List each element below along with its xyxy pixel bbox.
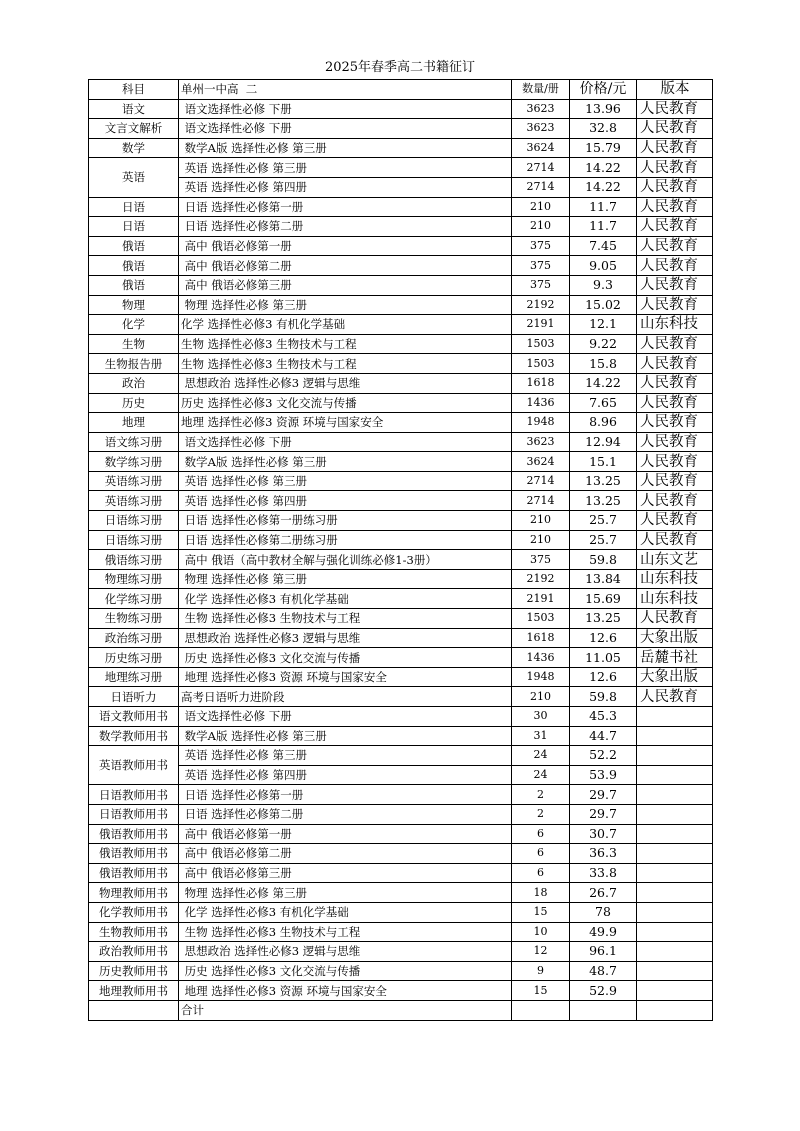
table-row (89, 315, 713, 335)
price-cell: 29.7 (570, 785, 637, 805)
table-row (89, 177, 713, 197)
table-row (89, 354, 713, 374)
total-row (89, 1000, 713, 1020)
price-cell: 49.9 (570, 922, 637, 942)
price-cell: 12.6 (570, 667, 637, 687)
publisher-cell (637, 785, 713, 805)
publisher-cell: 人民教育 (637, 197, 713, 217)
quantity-cell: 10 (512, 922, 570, 942)
subject-cell: 地理 (89, 413, 179, 433)
table-row (89, 785, 713, 805)
subject-cell: 历史 (89, 393, 179, 413)
book-name-cell: 语文选择性必修 下册 (179, 432, 512, 452)
publisher-cell (637, 942, 713, 962)
table-row (89, 589, 713, 609)
book-name-cell: 英语 选择性必修 第四册 (179, 177, 512, 197)
book-name-cell: 地理 选择性必修3 资源 环境与国家安全 (179, 413, 512, 433)
subject-cell: 数学 (89, 138, 179, 158)
book-name-cell: 日语 选择性必修第一册 (179, 785, 512, 805)
table-row (89, 569, 713, 589)
price-cell: 59.8 (570, 687, 637, 707)
table-row (89, 765, 713, 785)
price-cell: 9.05 (570, 256, 637, 276)
subject-cell: 生物 (89, 334, 179, 354)
book-name-cell: 生物 选择性必修3 生物技术与工程 (179, 922, 512, 942)
subject-cell: 英语 (89, 158, 179, 197)
quantity-cell: 210 (512, 217, 570, 237)
quantity-cell: 3623 (512, 119, 570, 139)
book-name-cell: 高考日语听力进阶段 (179, 687, 512, 707)
subject-cell: 英语教师用书 (89, 746, 179, 785)
book-name-cell: 英语 选择性必修 第四册 (179, 765, 512, 785)
table-row (89, 824, 713, 844)
quantity-cell: 3624 (512, 452, 570, 472)
total-label: 合计 (179, 1000, 512, 1020)
book-name-cell: 高中 俄语必修第三册 (179, 275, 512, 295)
publisher-cell: 人民教育 (637, 119, 713, 139)
book-order-table (88, 79, 713, 1021)
quantity-cell: 2714 (512, 158, 570, 178)
book-name-cell: 化学 选择性必修3 有机化学基础 (179, 589, 512, 609)
subject-cell: 英语练习册 (89, 471, 179, 491)
quantity-cell: 210 (512, 687, 570, 707)
header-edition: 版本 (637, 80, 713, 100)
total-subject-cell (89, 1000, 179, 1020)
header-subject: 科目 (89, 80, 179, 100)
price-cell: 15.8 (570, 354, 637, 374)
table-row (89, 491, 713, 511)
table-row (89, 804, 713, 824)
quantity-cell: 6 (512, 863, 570, 883)
price-cell: 14.22 (570, 158, 637, 178)
subject-cell: 化学 (89, 315, 179, 335)
publisher-cell (637, 883, 713, 903)
price-cell: 12.1 (570, 315, 637, 335)
quantity-cell: 1948 (512, 667, 570, 687)
subject-cell: 日语教师用书 (89, 804, 179, 824)
quantity-cell: 2 (512, 804, 570, 824)
publisher-cell (637, 726, 713, 746)
publisher-cell: 大象出版 (637, 667, 713, 687)
header-row (89, 80, 713, 100)
publisher-cell: 人民教育 (637, 295, 713, 315)
subject-cell: 政治练习册 (89, 628, 179, 648)
publisher-cell: 人民教育 (637, 511, 713, 531)
book-name-cell: 生物 选择性必修3 生物技术与工程 (179, 334, 512, 354)
book-name-cell: 英语 选择性必修 第三册 (179, 158, 512, 178)
document-title: 2025年春季高二书籍征订 (324, 60, 476, 75)
quantity-cell: 210 (512, 511, 570, 531)
table-row (89, 609, 713, 629)
subject-cell: 地理练习册 (89, 667, 179, 687)
total-price-cell (570, 1000, 637, 1020)
price-cell: 96.1 (570, 942, 637, 962)
subject-cell: 生物教师用书 (89, 922, 179, 942)
price-cell: 7.45 (570, 236, 637, 256)
subject-cell: 日语练习册 (89, 530, 179, 550)
table-row (89, 961, 713, 981)
table-row (89, 158, 713, 178)
price-cell: 53.9 (570, 765, 637, 785)
quantity-cell: 210 (512, 197, 570, 217)
subject-cell: 俄语教师用书 (89, 863, 179, 883)
publisher-cell (637, 707, 713, 727)
table-row (89, 902, 713, 922)
quantity-cell: 6 (512, 824, 570, 844)
publisher-cell: 山东科技 (637, 315, 713, 335)
book-name-cell: 思想政治 选择性必修3 逻辑与思维 (179, 373, 512, 393)
subject-cell: 俄语 (89, 256, 179, 276)
subject-cell: 历史练习册 (89, 648, 179, 668)
price-cell: 13.84 (570, 569, 637, 589)
table-row (89, 746, 713, 766)
subject-cell: 物理教师用书 (89, 883, 179, 903)
quantity-cell: 210 (512, 530, 570, 550)
book-name-cell: 高中 俄语必修第二册 (179, 844, 512, 864)
quantity-cell: 1503 (512, 334, 570, 354)
publisher-cell: 山东科技 (637, 569, 713, 589)
quantity-cell: 1618 (512, 628, 570, 648)
quantity-cell: 1436 (512, 393, 570, 413)
price-cell: 45.3 (570, 707, 637, 727)
quantity-cell: 12 (512, 942, 570, 962)
book-name-cell: 生物 选择性必修3 生物技术与工程 (179, 609, 512, 629)
publisher-cell: 大象出版 (637, 628, 713, 648)
subject-cell: 化学教师用书 (89, 902, 179, 922)
price-cell: 59.8 (570, 550, 637, 570)
book-name-cell: 高中 俄语（高中教材全解与强化训练必修1-3册） (179, 550, 512, 570)
table-row (89, 393, 713, 413)
subject-cell: 文言文解析 (89, 119, 179, 139)
table-row (89, 530, 713, 550)
quantity-cell: 1948 (512, 413, 570, 433)
table-row (89, 275, 713, 295)
price-cell: 13.25 (570, 471, 637, 491)
publisher-cell: 人民教育 (637, 138, 713, 158)
publisher-cell (637, 961, 713, 981)
publisher-cell (637, 824, 713, 844)
subject-cell: 俄语教师用书 (89, 824, 179, 844)
quantity-cell: 375 (512, 550, 570, 570)
subject-cell: 生物练习册 (89, 609, 179, 629)
price-cell: 48.7 (570, 961, 637, 981)
publisher-cell: 山东科技 (637, 589, 713, 609)
table-row (89, 707, 713, 727)
table-row (89, 648, 713, 668)
book-name-cell: 数学A版 选择性必修 第三册 (179, 726, 512, 746)
book-name-cell: 历史 选择性必修3 文化交流与传播 (179, 961, 512, 981)
price-cell: 8.96 (570, 413, 637, 433)
price-cell: 33.8 (570, 863, 637, 883)
book-name-cell: 化学 选择性必修3 有机化学基础 (179, 315, 512, 335)
book-name-cell: 思想政治 选择性必修3 逻辑与思维 (179, 942, 512, 962)
quantity-cell: 31 (512, 726, 570, 746)
book-name-cell: 物理 选择性必修 第三册 (179, 569, 512, 589)
publisher-cell: 人民教育 (637, 373, 713, 393)
subject-cell: 日语 (89, 217, 179, 237)
price-cell: 15.79 (570, 138, 637, 158)
book-name-cell: 历史 选择性必修3 文化交流与传播 (179, 648, 512, 668)
publisher-cell: 山东文艺 (637, 550, 713, 570)
price-cell: 9.22 (570, 334, 637, 354)
quantity-cell: 15 (512, 981, 570, 1001)
header-price: 价格/元 (570, 80, 637, 100)
book-name-cell: 英语 选择性必修 第三册 (179, 471, 512, 491)
header-qty: 数量/册 (512, 80, 570, 100)
publisher-cell: 岳麓书社 (637, 648, 713, 668)
quantity-cell: 2192 (512, 295, 570, 315)
quantity-cell: 3623 (512, 432, 570, 452)
publisher-cell (637, 746, 713, 766)
quantity-cell: 2191 (512, 589, 570, 609)
price-cell: 15.69 (570, 589, 637, 609)
quantity-cell: 375 (512, 236, 570, 256)
subject-cell: 日语听力 (89, 687, 179, 707)
table-row (89, 471, 713, 491)
publisher-cell: 人民教育 (637, 687, 713, 707)
quantity-cell: 2191 (512, 315, 570, 335)
table-row (89, 922, 713, 942)
price-cell: 14.22 (570, 177, 637, 197)
table-row (89, 667, 713, 687)
subject-cell: 数学练习册 (89, 452, 179, 472)
quantity-cell: 24 (512, 765, 570, 785)
publisher-cell: 人民教育 (637, 393, 713, 413)
table-row (89, 334, 713, 354)
table-row (89, 452, 713, 472)
price-cell: 78 (570, 902, 637, 922)
total-pub-cell (637, 1000, 713, 1020)
table-row (89, 687, 713, 707)
book-name-cell: 数学A版 选择性必修 第三册 (179, 452, 512, 472)
book-name-cell: 日语 选择性必修第二册 (179, 804, 512, 824)
quantity-cell: 3624 (512, 138, 570, 158)
quantity-cell: 2192 (512, 569, 570, 589)
publisher-cell: 人民教育 (637, 177, 713, 197)
subject-cell: 政治 (89, 373, 179, 393)
quantity-cell: 375 (512, 256, 570, 276)
subject-cell: 俄语练习册 (89, 550, 179, 570)
book-name-cell: 英语 选择性必修 第三册 (179, 746, 512, 766)
price-cell: 15.1 (570, 452, 637, 472)
book-name-cell: 高中 俄语必修第三册 (179, 863, 512, 883)
publisher-cell: 人民教育 (637, 99, 713, 119)
publisher-cell: 人民教育 (637, 609, 713, 629)
price-cell: 11.7 (570, 197, 637, 217)
publisher-cell (637, 804, 713, 824)
book-name-cell: 高中 俄语必修第一册 (179, 236, 512, 256)
price-cell: 30.7 (570, 824, 637, 844)
quantity-cell: 24 (512, 746, 570, 766)
price-cell: 29.7 (570, 804, 637, 824)
table-row (89, 256, 713, 276)
quantity-cell: 1618 (512, 373, 570, 393)
subject-cell: 数学教师用书 (89, 726, 179, 746)
book-name-cell: 高中 俄语必修第一册 (179, 824, 512, 844)
table-row (89, 844, 713, 864)
publisher-cell: 人民教育 (637, 471, 713, 491)
table-row (89, 942, 713, 962)
book-name-cell: 物理 选择性必修 第三册 (179, 883, 512, 903)
quantity-cell: 2714 (512, 491, 570, 511)
price-cell: 26.7 (570, 883, 637, 903)
subject-cell: 俄语教师用书 (89, 844, 179, 864)
price-cell: 11.05 (570, 648, 637, 668)
publisher-cell: 人民教育 (637, 217, 713, 237)
price-cell: 12.6 (570, 628, 637, 648)
subject-cell: 物理 (89, 295, 179, 315)
table-row (89, 373, 713, 393)
publisher-cell: 人民教育 (637, 256, 713, 276)
publisher-cell: 人民教育 (637, 334, 713, 354)
publisher-cell: 人民教育 (637, 275, 713, 295)
publisher-cell: 人民教育 (637, 432, 713, 452)
book-name-cell: 数学A版 选择性必修 第三册 (179, 138, 512, 158)
table-row (89, 138, 713, 158)
price-cell: 32.8 (570, 119, 637, 139)
price-cell: 9.3 (570, 275, 637, 295)
table-row (89, 217, 713, 237)
subject-cell: 日语练习册 (89, 511, 179, 531)
price-cell: 52.2 (570, 746, 637, 766)
book-name-cell: 物理 选择性必修 第三册 (179, 295, 512, 315)
table-row (89, 432, 713, 452)
subject-cell: 物理练习册 (89, 569, 179, 589)
publisher-cell: 人民教育 (637, 530, 713, 550)
publisher-cell (637, 844, 713, 864)
table-row (89, 99, 713, 119)
quantity-cell: 2 (512, 785, 570, 805)
table-row (89, 119, 713, 139)
quantity-cell: 18 (512, 883, 570, 903)
price-cell: 7.65 (570, 393, 637, 413)
subject-cell: 语文练习册 (89, 432, 179, 452)
quantity-cell: 2714 (512, 471, 570, 491)
subject-cell: 日语 (89, 197, 179, 217)
price-cell: 36.3 (570, 844, 637, 864)
publisher-cell: 人民教育 (637, 452, 713, 472)
price-cell: 44.7 (570, 726, 637, 746)
book-name-cell: 高中 俄语必修第二册 (179, 256, 512, 276)
book-name-cell: 日语 选择性必修第一册 (179, 197, 512, 217)
table-row (89, 236, 713, 256)
subject-cell: 语文 (89, 99, 179, 119)
price-cell: 13.25 (570, 609, 637, 629)
subject-cell: 俄语 (89, 275, 179, 295)
publisher-cell (637, 863, 713, 883)
price-cell: 25.7 (570, 530, 637, 550)
table-row (89, 628, 713, 648)
publisher-cell: 人民教育 (637, 158, 713, 178)
subject-cell: 生物报告册 (89, 354, 179, 374)
table-row (89, 511, 713, 531)
table-body (89, 80, 713, 1021)
book-name-cell: 日语 选择性必修第二册 (179, 217, 512, 237)
subject-cell: 化学练习册 (89, 589, 179, 609)
quantity-cell: 30 (512, 707, 570, 727)
publisher-cell: 人民教育 (637, 491, 713, 511)
publisher-cell (637, 981, 713, 1001)
price-cell: 11.7 (570, 217, 637, 237)
quantity-cell: 6 (512, 844, 570, 864)
subject-cell: 语文教师用书 (89, 707, 179, 727)
price-cell: 13.96 (570, 99, 637, 119)
subject-cell: 政治教师用书 (89, 942, 179, 962)
header-school: 单州一中高 二 (179, 80, 512, 100)
subject-cell: 日语教师用书 (89, 785, 179, 805)
price-cell: 12.94 (570, 432, 637, 452)
book-name-cell: 地理 选择性必修3 资源 环境与国家安全 (179, 667, 512, 687)
price-cell: 52.9 (570, 981, 637, 1001)
subject-cell: 英语练习册 (89, 491, 179, 511)
quantity-cell: 375 (512, 275, 570, 295)
publisher-cell: 人民教育 (637, 354, 713, 374)
quantity-cell: 15 (512, 902, 570, 922)
price-cell: 15.02 (570, 295, 637, 315)
book-name-cell: 思想政治 选择性必修3 逻辑与思维 (179, 628, 512, 648)
book-name-cell: 历史 选择性必修3 文化交流与传播 (179, 393, 512, 413)
publisher-cell: 人民教育 (637, 413, 713, 433)
publisher-cell (637, 902, 713, 922)
publisher-cell (637, 765, 713, 785)
table-row (89, 863, 713, 883)
book-name-cell: 语文选择性必修 下册 (179, 119, 512, 139)
book-name-cell: 化学 选择性必修3 有机化学基础 (179, 902, 512, 922)
total-qty-cell (512, 1000, 570, 1020)
book-name-cell: 英语 选择性必修 第四册 (179, 491, 512, 511)
book-name-cell: 生物 选择性必修3 生物技术与工程 (179, 354, 512, 374)
quantity-cell: 1503 (512, 609, 570, 629)
subject-cell: 地理教师用书 (89, 981, 179, 1001)
table-row (89, 197, 713, 217)
price-cell: 14.22 (570, 373, 637, 393)
book-name-cell: 日语 选择性必修第一册练习册 (179, 511, 512, 531)
table-row (89, 413, 713, 433)
quantity-cell: 9 (512, 961, 570, 981)
table-row (89, 883, 713, 903)
subject-cell: 俄语 (89, 236, 179, 256)
table-row (89, 550, 713, 570)
publisher-cell (637, 922, 713, 942)
table-row (89, 726, 713, 746)
quantity-cell: 1503 (512, 354, 570, 374)
quantity-cell: 1436 (512, 648, 570, 668)
book-name-cell: 语文选择性必修 下册 (179, 707, 512, 727)
subject-cell: 历史教师用书 (89, 961, 179, 981)
table-row (89, 295, 713, 315)
table-row (89, 981, 713, 1001)
price-cell: 13.25 (570, 491, 637, 511)
price-cell: 25.7 (570, 511, 637, 531)
quantity-cell: 2714 (512, 177, 570, 197)
quantity-cell: 3623 (512, 99, 570, 119)
publisher-cell: 人民教育 (637, 236, 713, 256)
book-name-cell: 语文选择性必修 下册 (179, 99, 512, 119)
book-name-cell: 日语 选择性必修第二册练习册 (179, 530, 512, 550)
book-name-cell: 地理 选择性必修3 资源 环境与国家安全 (179, 981, 512, 1001)
